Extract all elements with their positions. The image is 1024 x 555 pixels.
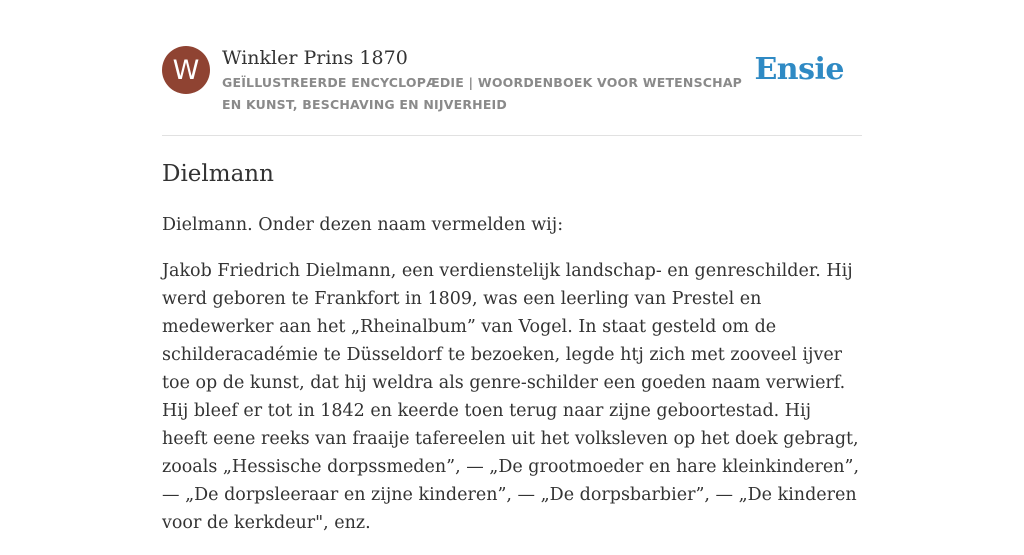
entry-body-paragraph: Jakob Friedrich Dielmann, een verdienstelijk landschap- en genreschilder. Hij werd geboren te Frankfort in 1809, was een leerling van Prestel en medewerker aan het „Rheinalbum” van Vogel. In staat gesteld om de schilderacadémie te Düsseldorf te bezoeken, legde htj zich met zooveel ijver toe op de kunst, dat hij weldra als genre-schilder een goeden naam verwierf. Hij bleef er tot in 1842 en keerde toen terug naar zijne geboortestad. Hij heeft eene reeks van fraaije tafereelen uit het volksleven op het doek gebragt, zooals „Hessische dorpssmeden”, — „De grootmoeder en hare kleinkinderen”, — „De dorpsleeraar en zijne kinderen”, — „De dorpsbarbier”, — „De kinderen voor de kerkdeur", enz.	[162, 261, 860, 533]
ensie-logo-link[interactable]: Ensie	[754, 52, 844, 87]
publication-avatar[interactable]: W	[162, 46, 210, 94]
publication-title[interactable]: Winkler Prins 1870	[222, 47, 408, 69]
publication-subtitle: GEÏLLUSTREERDE ENCYCLOPÆDIE | WOORDENBOEK VOOR WETENSCHAP EN KUNST, BESCHAVING EN NIJVERHEID	[222, 75, 743, 112]
entry-title: Dielmann	[162, 161, 274, 187]
entry-content	[162, 211, 862, 555]
entry-intro-paragraph: Dielmann. Onder dezen naam vermelden wij:	[162, 215, 564, 235]
publication-header	[162, 46, 862, 136]
